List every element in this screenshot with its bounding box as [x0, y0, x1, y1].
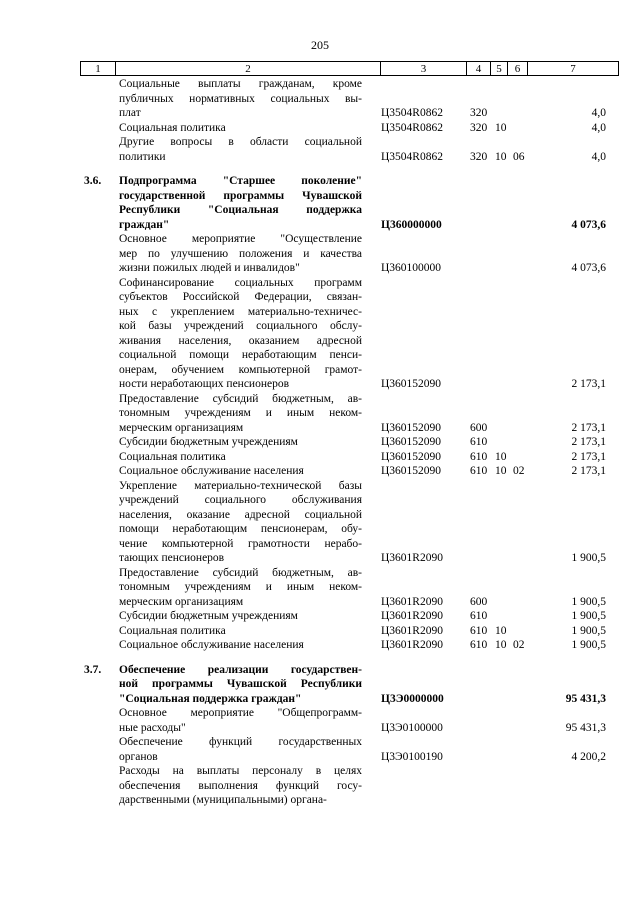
description-line: Социальное обслуживание населения [119, 639, 304, 651]
column-header-4: 4 [467, 62, 491, 76]
table-row [0, 232, 640, 276]
column-header-row [81, 62, 619, 76]
amount: 1 900,5 [571, 639, 606, 651]
description-line: тономным учреждениям и иным неком- [119, 407, 362, 419]
description-line: ной программы Чувашской Республики [119, 678, 362, 690]
amount: 4,0 [591, 107, 606, 119]
section-code: 10 [495, 465, 507, 477]
row-description [119, 764, 362, 808]
column-header-7: 7 [528, 62, 619, 76]
column-header-6: 6 [508, 62, 528, 76]
description-line: ности неработающих пенсионеров [119, 378, 290, 390]
row-spacer [0, 164, 640, 174]
description-line: Другие вопросы в области социальной [119, 136, 362, 148]
row-description [119, 77, 362, 121]
target-article-code: Ц3601R2090 [381, 624, 443, 637]
description-line: мер по улучшению положения и качества [119, 247, 362, 260]
description-line: живания населения, оказанием адресной [119, 334, 362, 347]
description-line: Расходы на выплаты персоналу в целях [119, 765, 362, 777]
description-line: населения, оказание адресной социальной [119, 508, 362, 521]
section-code: 10 [495, 639, 507, 651]
row-description [119, 566, 362, 610]
table-row [0, 624, 640, 639]
table-row [0, 609, 640, 624]
amount: 4,0 [591, 150, 606, 163]
description-line: органов [119, 750, 158, 763]
target-article-code: Ц3504R0862 [381, 107, 443, 119]
row-spacer [0, 653, 640, 663]
description-line: Софинансирование социальных программ [119, 276, 362, 289]
amount: 2 173,1 [571, 465, 606, 477]
amount: 4 073,6 [571, 262, 606, 274]
expense-type-code: 320 [470, 107, 488, 119]
row-description [119, 624, 362, 639]
amount: 95 431,3 [565, 692, 606, 705]
description-line: Предоставление субсидий бюджетным, ав- [119, 392, 362, 405]
row-number: 3.7. [84, 663, 102, 676]
description-line: Социальное обслуживание населения [119, 465, 304, 477]
row-description [119, 609, 362, 624]
expense-type-code: 610 [470, 465, 488, 477]
budget-table-body [0, 77, 640, 808]
description-line: дарственными (муниципальными) органа- [119, 794, 327, 806]
amount: 2 173,1 [571, 436, 606, 448]
table-row [0, 638, 640, 653]
amount: 2 173,1 [571, 378, 606, 390]
row-description [119, 121, 362, 136]
target-article-code: Ц3601R2090 [381, 639, 443, 651]
description-line: помощи неработающим пенсионерам, обу- [119, 523, 362, 535]
description-line: граждан" [119, 218, 170, 231]
description-line: жизни пожилых людей и инвалидов" [119, 262, 300, 274]
amount: 2 173,1 [571, 450, 606, 463]
expense-type-code: 320 [470, 121, 488, 134]
target-article-code: Ц360152090 [381, 378, 442, 390]
target-article-code: Ц3504R0862 [381, 121, 443, 134]
row-description [119, 663, 362, 707]
subsection-code: 02 [513, 465, 525, 477]
expense-type-code: 600 [470, 421, 488, 434]
description-line: учреждений социального обслуживания [119, 494, 362, 506]
table-row [0, 450, 640, 465]
description-line: Субсидии бюджетным учреждениям [119, 610, 298, 622]
description-line: Обеспечение реализации государствен- [119, 663, 362, 676]
expense-type-code: 320 [470, 150, 488, 163]
table-row [0, 479, 640, 566]
target-article-code: Ц3601R2090 [381, 610, 443, 622]
description-line: кой базы учреждений социального обслу- [119, 320, 362, 332]
row-description [119, 174, 362, 232]
expense-type-code: 610 [470, 624, 488, 637]
expense-type-code: 610 [470, 639, 488, 651]
row-number: 3.6. [84, 175, 102, 187]
table-row [0, 135, 640, 164]
description-line: государственной программы Чувашской [119, 189, 362, 202]
row-description [119, 638, 362, 653]
description-line: тономным учреждениям и иным неком- [119, 581, 362, 593]
section-code: 10 [495, 450, 507, 463]
description-line: Основное мероприятие "Общепрограмм- [119, 707, 362, 719]
description-line: Основное мероприятие "Осуществление [119, 233, 362, 245]
description-line: Укрепление материально-технической базы [119, 479, 362, 492]
description-line: субъектов Российской Федерации, связан- [119, 291, 362, 303]
subsection-code: 02 [513, 639, 525, 651]
target-article-code: Ц3601R2090 [381, 552, 443, 564]
target-article-code: Ц360000000 [381, 218, 442, 231]
description-line: Социальная политика [119, 624, 226, 637]
table-row [0, 706, 640, 735]
description-line: социальной помощи неработающим пенси- [119, 349, 362, 361]
row-description [119, 450, 362, 465]
table-row [0, 663, 640, 707]
table-row [0, 435, 640, 450]
page-number: 205 [311, 38, 329, 52]
section-code: 10 [495, 624, 507, 637]
amount: 4,0 [591, 121, 606, 134]
amount: 2 173,1 [571, 421, 606, 434]
column-header-5: 5 [491, 62, 508, 76]
table-row [0, 77, 640, 121]
row-description [119, 135, 362, 164]
description-line: плат [119, 107, 141, 119]
row-description [119, 735, 362, 764]
column-header-table [80, 61, 619, 76]
table-row [0, 464, 640, 479]
amount: 4 073,6 [571, 218, 606, 231]
column-header-1: 1 [81, 62, 116, 76]
description-line: политики [119, 150, 166, 163]
table-row [0, 276, 640, 392]
target-article-code: Ц360152090 [381, 421, 442, 434]
description-line: Социальная политика [119, 450, 226, 463]
amount: 1 900,5 [571, 610, 606, 622]
target-article-code: Ц3Э0100190 [381, 750, 443, 763]
description-line: мерческим организациям [119, 595, 244, 608]
table-row [0, 121, 640, 136]
row-description [119, 706, 362, 735]
expense-type-code: 610 [470, 610, 488, 622]
description-line: Обеспечение функций государственных [119, 736, 362, 748]
section-code: 10 [495, 150, 507, 163]
table-row [0, 566, 640, 610]
description-line: "Социальная поддержка граждан" [119, 692, 302, 705]
expense-type-code: 610 [470, 450, 488, 463]
row-description [119, 232, 362, 276]
table-row [0, 174, 640, 232]
description-line: онерам, обучением компьютерной грамот- [119, 363, 362, 376]
description-line: публичных нормативных социальных вы- [119, 92, 362, 105]
target-article-code: Ц3504R0862 [381, 150, 443, 163]
row-description [119, 276, 362, 392]
row-description [119, 392, 362, 436]
row-description [119, 479, 362, 566]
target-article-code: Ц3601R2090 [381, 595, 443, 608]
description-line: ные расходы" [119, 721, 186, 734]
description-line: Подпрограмма "Старшее поколение" [119, 175, 362, 187]
amount: 1 900,5 [571, 595, 606, 608]
row-description [119, 464, 362, 479]
amount: 1 900,5 [571, 624, 606, 637]
target-article-code: Ц3Э0000000 [381, 692, 444, 705]
description-line: Социальная политика [119, 121, 226, 134]
description-line: Республики "Социальная поддержка [119, 204, 362, 216]
target-article-code: Ц360152090 [381, 436, 442, 448]
description-line: тающих пенсионеров [119, 552, 225, 564]
table-row [0, 764, 640, 808]
column-header-3: 3 [381, 62, 467, 76]
amount: 1 900,5 [571, 552, 606, 564]
description-line: Социальные выплаты гражданам, кроме [119, 78, 362, 90]
description-line: Субсидии бюджетным учреждениям [119, 436, 298, 448]
description-line: мерческим организациям [119, 421, 244, 434]
description-line: обеспечения выполнения функций госу- [119, 779, 362, 792]
section-code: 10 [495, 121, 507, 134]
target-article-code: Ц3Э0100000 [381, 721, 443, 734]
target-article-code: Ц360100000 [381, 262, 442, 274]
amount: 4 200,2 [571, 750, 606, 763]
table-row [0, 735, 640, 764]
target-article-code: Ц360152090 [381, 450, 442, 463]
subsection-code: 06 [513, 150, 525, 163]
table-row [0, 392, 640, 436]
description-line: Предоставление субсидий бюджетным, ав- [119, 566, 362, 579]
target-article-code: Ц360152090 [381, 465, 442, 477]
description-line: чение компьютерной грамотности нерабо- [119, 537, 362, 550]
row-description [119, 435, 362, 450]
expense-type-code: 600 [470, 595, 488, 608]
amount: 95 431,3 [565, 721, 606, 734]
column-header-2: 2 [116, 62, 381, 76]
description-line: ных с укреплением материально-техничес- [119, 305, 362, 318]
expense-type-code: 610 [470, 436, 488, 448]
